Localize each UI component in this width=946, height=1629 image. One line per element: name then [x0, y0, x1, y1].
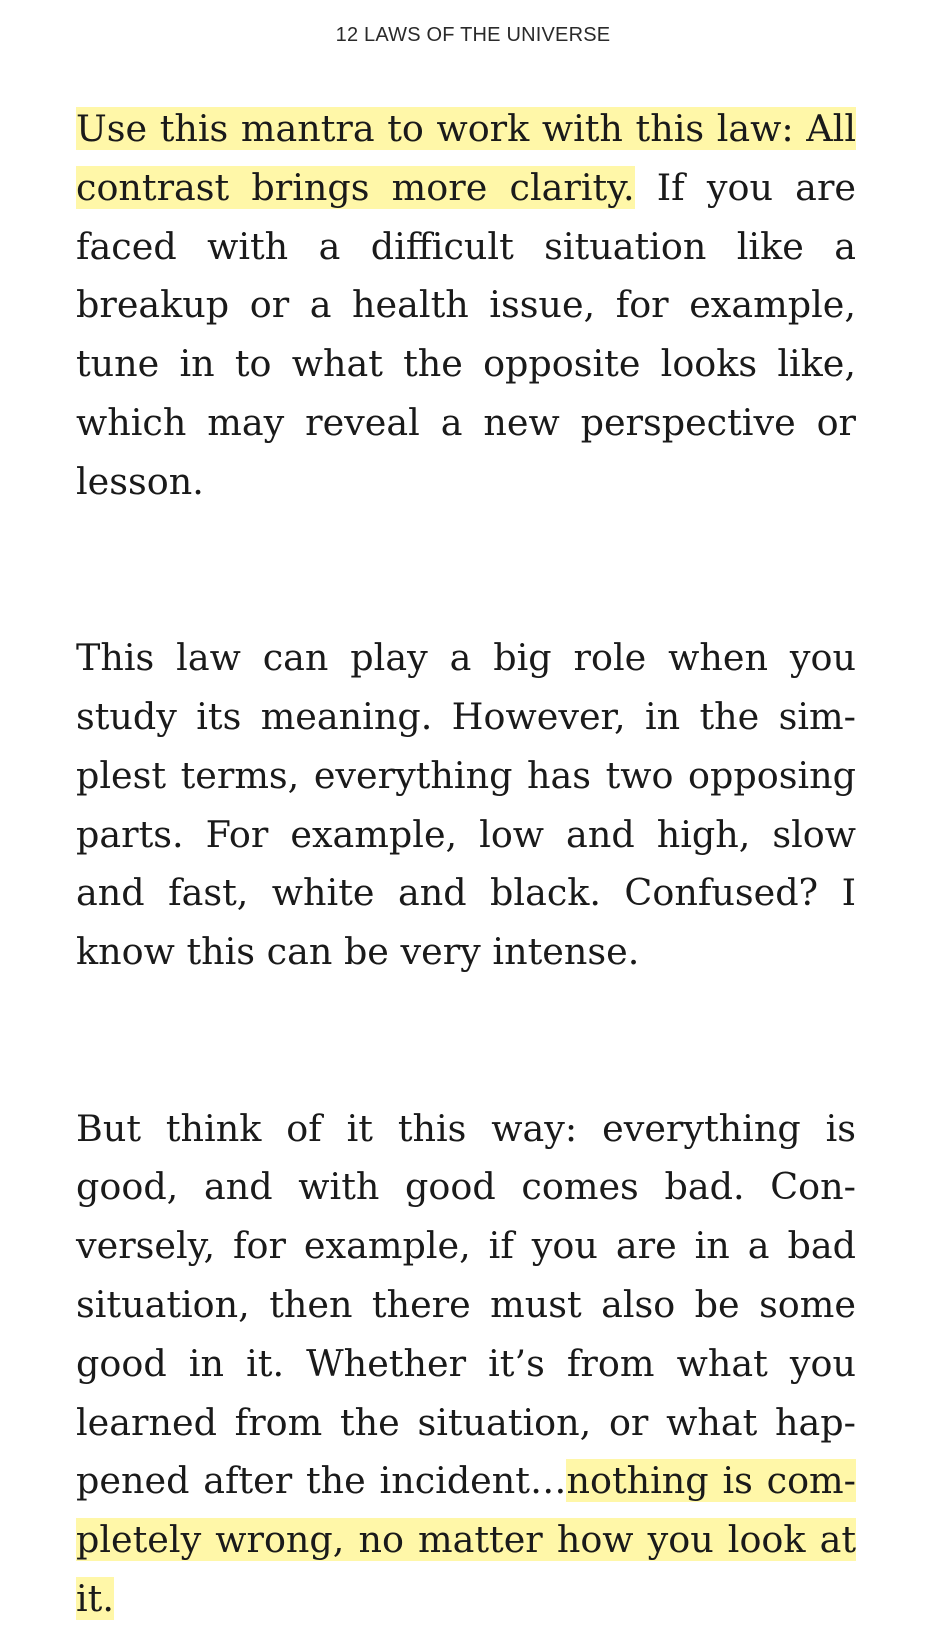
paragraph-good-and-bad [76, 1100, 856, 1629]
paragraph-opposites [76, 629, 856, 982]
page-body [76, 100, 856, 1629]
paragraph-mantra [76, 100, 856, 512]
highlighted-text[interactable]: nothing is completely wrong, no matter how you look at it. [76, 1459, 856, 1620]
paragraph-text: But think of it this way: everything is good, and with good comes bad. Conversely, for example, if you are in a bad situation, then there must also be some good in it. Whether it’s from what you learned from the situation, or what happened after the incident… [76, 1106, 856, 1503]
paragraph-text: If you are faced with a difficult situation like a breakup or a health issue, for example, tune in to what the opposite looks like, which may reveal a new perspective or lesson. [76, 165, 856, 503]
paragraph-text: This law can play a big role when you study its meaning. However, in the simplest terms, everything has two opposing parts. For example, low and high, slow and fast, white and black. Confused? I know this can be very intense. [76, 636, 856, 974]
highlighted-text[interactable]: Use this mantra to work with this law: All contrast brings more clarity. [76, 107, 856, 209]
running-header: 12 LAWS OF THE UNIVERSE [335, 24, 611, 46]
